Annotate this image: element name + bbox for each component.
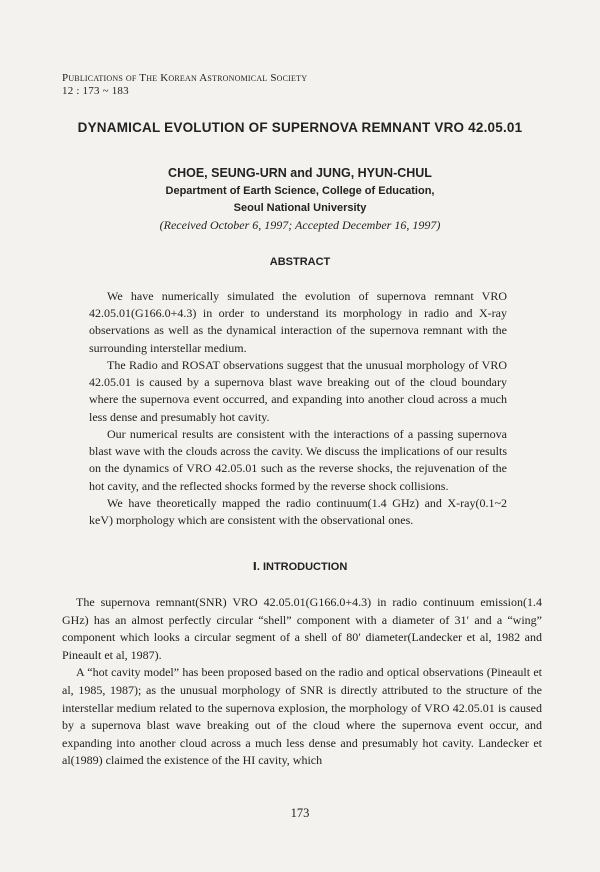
- journal-volume: 12 : 173 ~ 183: [62, 85, 129, 97]
- received-dates: (Received October 6, 1997; Accepted December 16, 1997): [159, 218, 441, 232]
- body-paragraph: A “hot cavity model” has been proposed based on the radio and optical observations (Pineault et al, 1985, 1987); as the unusual morphology of SNR is directly attributed to the structure of the interstellar medium related to the supernova explosion, the morphology of VRO 42.05.01 is caused by a supernova blast wave breaking out of the cloud where the supernova event occur, and expanding into another cloud across a much less dense and presumably hot cavity. Landecker et al(1989) claimed the existence of the HI cavity, which: [62, 665, 542, 768]
- body-paragraph: The supernova remnant(SNR) VRO 42.05.01(G166.0+4.3) in radio continuum emission(1.4 GHz) has an almost perfectly circular “shell” component with a diameter of 31′ and a “wing” component which looks a circular segment of a shell of 80′ diameter(Landecker et al, 1982 and Pineault et al, 1987).: [62, 595, 542, 662]
- page-number: 173: [290, 806, 310, 820]
- affiliation: [0, 183, 600, 217]
- abstract-paragraph: The Radio and ROSAT observations suggest that the unusual morphology of VRO 42.05.01 is caused by a supernova blast wave breaking out of the cloud boundary where the supernova event occurred, and expanding into another cloud across a much less dense and presumably hot cavity.: [89, 358, 507, 424]
- affiliation-line-1: Department of Earth Science, College of Education,: [165, 185, 435, 197]
- journal-name: Publications of The Korean Astronomical Society: [62, 72, 308, 84]
- authors: CHOE, SEUNG-URN and JUNG, HYUN-CHUL: [168, 166, 432, 180]
- abstract-heading: ABSTRACT: [269, 256, 331, 268]
- abstract-body: [89, 288, 507, 530]
- section-heading: Ⅰ. INTRODUCTION: [252, 561, 348, 573]
- introduction-body: [62, 594, 542, 770]
- abstract-paragraph: Our numerical results are consistent with the interactions of a passing supernova blast wave with the clouds across the cavity. We discuss the implications of our results on the dynamics of VRO 42.05.01 such as the reverse shocks, the rejuvenation of the hot cavity, and the reflected shocks formed by the reverse shock collisions.: [89, 427, 507, 493]
- paper-title: DYNAMICAL EVOLUTION OF SUPERNOVA REMNANT VRO 42.05.01: [77, 120, 523, 135]
- abstract-paragraph: We have numerically simulated the evolution of supernova remnant VRO 42.05.01(G166.0+4.3) in order to understand its morphology in radio and X-ray observations as well as the dynamical interaction of the supernova remnant with the surrounding interstellar medium.: [89, 289, 507, 355]
- journal-header: [62, 72, 307, 98]
- abstract-paragraph: We have theoretically mapped the radio continuum(1.4 GHz) and X-ray(0.1~2 keV) morphology which are consistent with the observational ones.: [89, 496, 507, 528]
- affiliation-line-2: Seoul National University: [233, 202, 367, 214]
